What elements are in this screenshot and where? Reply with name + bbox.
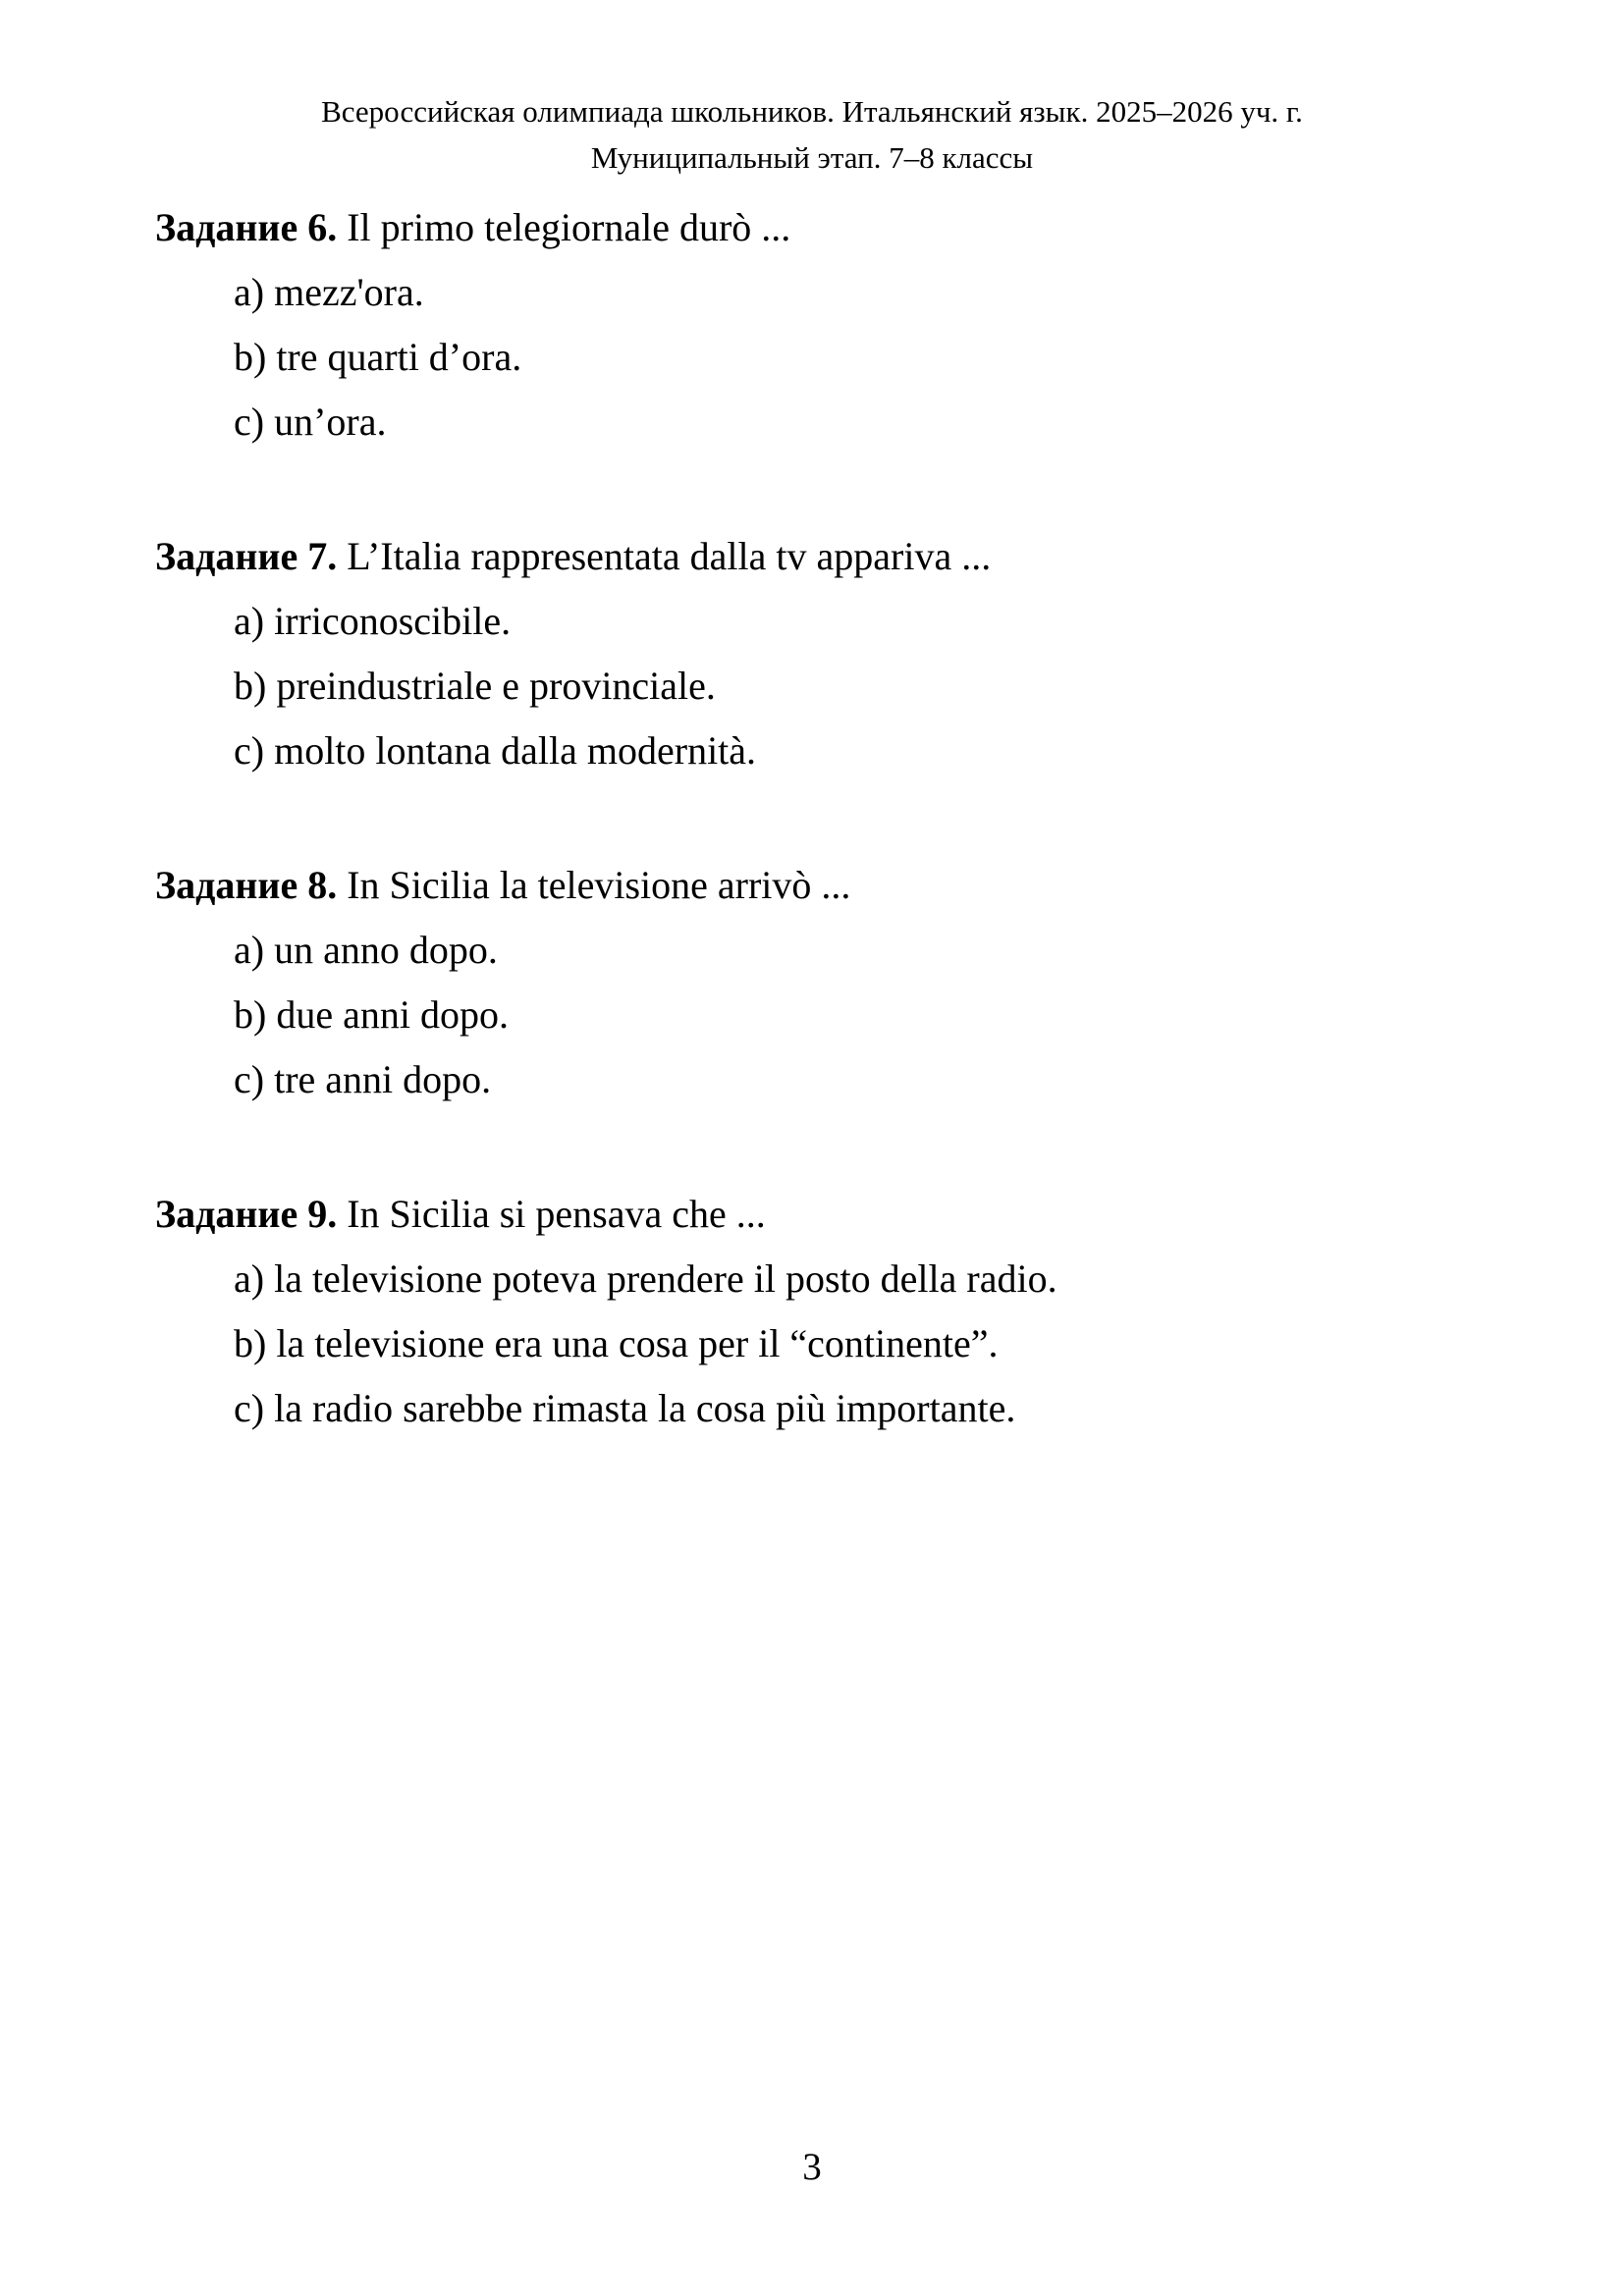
tasks-content xyxy=(155,195,1477,1441)
task-6-option-a: a) mezz'ora. xyxy=(234,270,424,314)
task-6-heading xyxy=(155,195,1477,260)
task-7-option-c: c) molto lontana dalla modernità. xyxy=(234,728,757,773)
header-line-2: Муниципальный этап. 7–8 классы xyxy=(590,140,1034,175)
task-9-heading xyxy=(155,1182,1477,1247)
page-header xyxy=(0,0,1624,181)
task-8 xyxy=(155,853,1477,1112)
task-6-option-b: b) tre quarti d’ora. xyxy=(234,335,522,379)
task-7-option-b: b) preindustriale e provinciale. xyxy=(234,664,716,708)
task-6-label: Задание 6. xyxy=(155,205,338,249)
task-9 xyxy=(155,1182,1477,1441)
task-9-option-b: b) la televisione era una cosa per il “continente”. xyxy=(234,1321,999,1365)
task-8-option-b: b) due anni dopo. xyxy=(234,992,509,1037)
task-7 xyxy=(155,524,1477,783)
task-8-heading xyxy=(155,853,1477,918)
task-7-option-a: a) irriconoscibile. xyxy=(234,599,512,643)
task-7-prompt: L’Italia rappresentata dalla tv appariva ... xyxy=(347,534,992,578)
header-line-1: Всероссийская олимпиада школьников. Итальянский язык. 2025–2026 уч. г. xyxy=(321,94,1303,129)
task-6-option-c: c) un’ora. xyxy=(234,400,387,444)
page-number: 3 xyxy=(802,2146,822,2188)
task-8-prompt: In Sicilia la televisione arrivò ... xyxy=(347,863,851,907)
task-8-option-c: c) tre anni dopo. xyxy=(234,1057,492,1101)
task-7-heading xyxy=(155,524,1477,589)
task-6 xyxy=(155,195,1477,454)
task-9-option-c: c) la radio sarebbe rimasta la cosa più importante. xyxy=(234,1386,1016,1430)
task-8-option-a: a) un anno dopo. xyxy=(234,928,498,972)
task-9-option-a: a) la televisione poteva prendere il posto della radio. xyxy=(234,1256,1057,1301)
task-8-label: Задание 8. xyxy=(155,863,338,907)
task-9-prompt: In Sicilia si pensava che ... xyxy=(347,1192,766,1236)
task-9-label: Задание 9. xyxy=(155,1192,338,1236)
task-7-label: Задание 7. xyxy=(155,534,338,578)
task-6-prompt: Il primo telegiornale durò ... xyxy=(347,205,791,249)
